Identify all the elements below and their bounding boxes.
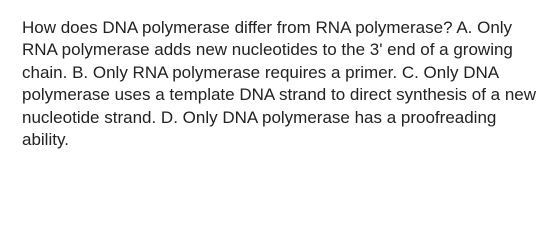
question-text: How does DNA polymerase differ from RNA polymerase? A. Only RNA polymerase adds new nucleotides to the 3' end of a growing chain. B. Only RNA polymerase requires a primer. C. Only DNA polymerase uses a template DNA strand to direct synthesis of a new nucleotide strand. D. Only DNA polymerase has a proofreading ability. (22, 18, 537, 150)
